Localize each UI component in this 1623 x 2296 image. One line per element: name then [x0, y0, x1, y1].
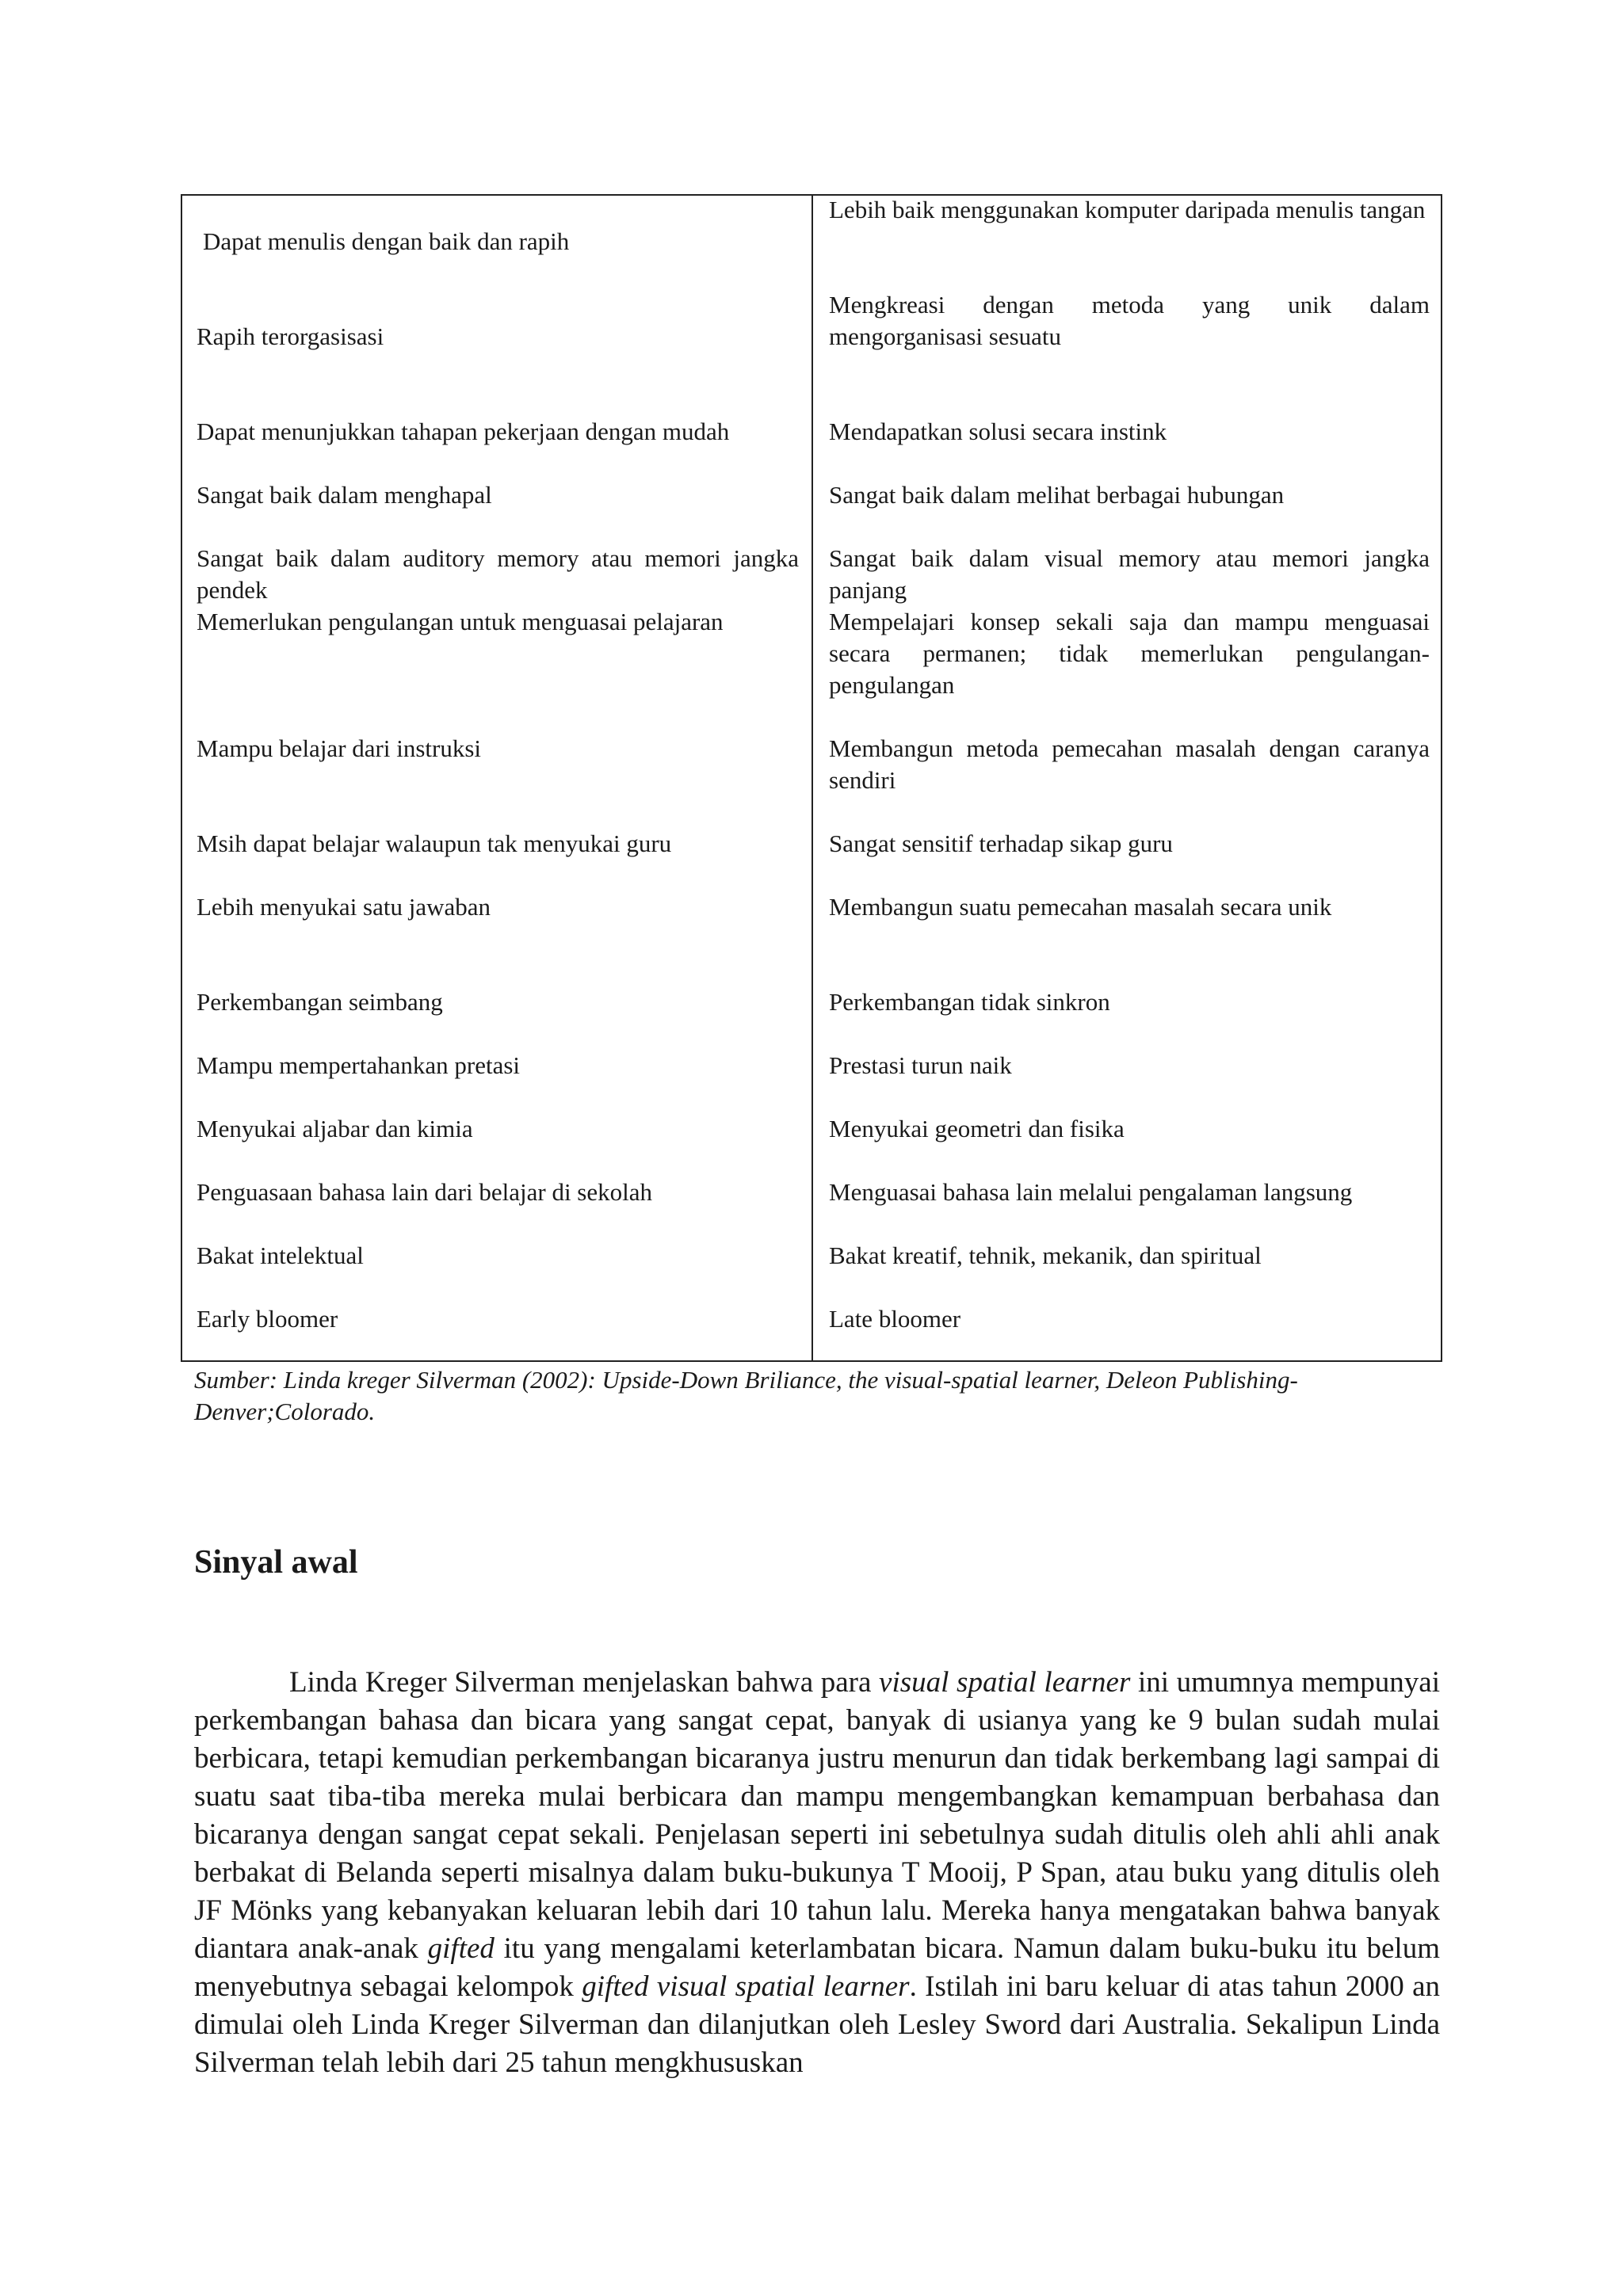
- table-cell-right: Bakat kreatif, tehnik, mekanik, dan spiritual: [829, 1241, 1262, 1269]
- table-cell-right: Sangat baik dalam melihat berbagai hubungan: [829, 481, 1285, 509]
- table-column-divider: [812, 196, 813, 1360]
- table-cell-left: Perkembangan seimbang: [197, 988, 443, 1016]
- table-cell-left: Memerlukan pengulangan untuk menguasai pelajaran: [197, 608, 724, 635]
- table-cell-left: Menyukai aljabar dan kimia: [197, 1115, 473, 1142]
- paragraph-emphasis: gifted: [427, 1932, 495, 1965]
- table-cell-left: Dapat menulis dengan baik dan rapih: [203, 227, 570, 255]
- table-cell-left: Mampu belajar dari instruksi: [197, 734, 481, 762]
- table-cell-right: Menyukai geometri dan fisika: [829, 1115, 1125, 1142]
- table-cell-right: Membangun suatu pemecahan masalah secara unik: [829, 893, 1332, 921]
- table-cell-left: Sangat baik dalam menghapal: [197, 481, 492, 509]
- table-cell-right: Lebih baik menggunakan komputer daripada menulis tangan: [829, 196, 1426, 223]
- table-cell-right: Sangat baik dalam visual memory atau memori jangka panjang: [829, 544, 1430, 604]
- section-heading: Sinyal awal: [194, 1544, 358, 1581]
- table-cell-left: Mampu mempertahankan pretasi: [197, 1051, 521, 1079]
- table-cell-left: Dapat menunjukkan tahapan pekerjaan dengan mudah: [197, 418, 730, 445]
- table-cell-left: Lebih menyukai satu jawaban: [197, 893, 491, 921]
- table-cell-left: Bakat intelektual: [197, 1241, 364, 1269]
- table-cell-left: Msih dapat belajar walaupun tak menyukai guru: [197, 830, 672, 857]
- table-cell-right: Perkembangan tidak sinkron: [829, 988, 1110, 1016]
- table-cell-right: Mempelajari konsep sekali saja dan mampu menguasai secara permanen; tidak memerlukan pengulangan-pengulangan: [829, 608, 1430, 699]
- paragraph-text: ini umumnya mempunyai perkembangan bahasa dan bicara yang sangat cepat, banyak di usianya yang ke 9 bulan sudah mulai berbicara, tetapi kemudian perkembangan bicaranya justru menurun dan tidak berkembang lagi sampai di suatu saat tiba-tiba mereka mulai berbicara dan mampu mengembangkan kemampuan berbahasa dan bicaranya dengan sangat cepat sekali. Penjelasan seperti ini sebetulnya sudah ditulis oleh ahli ahli anak berbakat di Belanda seperti misalnya dalam buku-bukunya T Mooij, P Span, atau buku yang ditulis oleh JF Mönks yang kebanyakan keluaran lebih dari 10 tahun lalu. Mereka hanya mengatakan bahwa banyak diantara anak-anak: [194, 1666, 1440, 1965]
- paragraph-emphasis: gifted visual spatial learner: [582, 1970, 910, 2003]
- paragraph-emphasis: visual spatial learner: [879, 1666, 1131, 1699]
- body-paragraph: [194, 1664, 1440, 2082]
- table-cell-right: Mengkreasi dengan metoda yang unik dalam mengorganisasi sesuatu: [829, 291, 1430, 350]
- table-cell-right: Late bloomer: [829, 1305, 961, 1333]
- paragraph-text: Linda Kreger Silverman menjelaskan bahwa para: [289, 1666, 880, 1699]
- table-cell-left: Penguasaan bahasa lain dari belajar di sekolah: [197, 1178, 652, 1206]
- paragraph-text: . Istilah ini baru keluar di atas tahun 2000 an dimulai oleh Linda Kreger Silverman dan dilanjutkan oleh Lesley Sword dari Australia. Sekalipun Linda Silverman telah lebih dari 25 tahun mengkhususkan: [194, 1970, 1440, 2079]
- comparison-table: [181, 194, 1442, 1362]
- table-cell-right: Menguasai bahasa lain melalui pengalaman langsung: [829, 1178, 1353, 1206]
- table-cell-right: Prestasi turun naik: [829, 1051, 1012, 1079]
- paragraph-text: itu yang mengalami keterlambatan bicara. Namun dalam buku-buku itu belum menyebutnya sebagai kelompok: [194, 1932, 1440, 2003]
- table-cell-right: Mendapatkan solusi secara instink: [829, 418, 1167, 445]
- table-source-citation: Sumber: Linda kreger Silverman (2002): Upside-Down Briliance, the visual-spatial learner, Deleon Publishing-Denver;Colorado.: [194, 1366, 1298, 1425]
- table-cell-right: Membangun metoda pemecahan masalah dengan caranya sendiri: [829, 734, 1430, 794]
- table-cell-left: Sangat baik dalam auditory memory atau memori jangka pendek: [197, 544, 799, 604]
- table-cell-left: Rapih terorgasisasi: [197, 322, 384, 350]
- table-cell-left: Early bloomer: [197, 1305, 338, 1333]
- table-cell-right: Sangat sensitif terhadap sikap guru: [829, 830, 1173, 857]
